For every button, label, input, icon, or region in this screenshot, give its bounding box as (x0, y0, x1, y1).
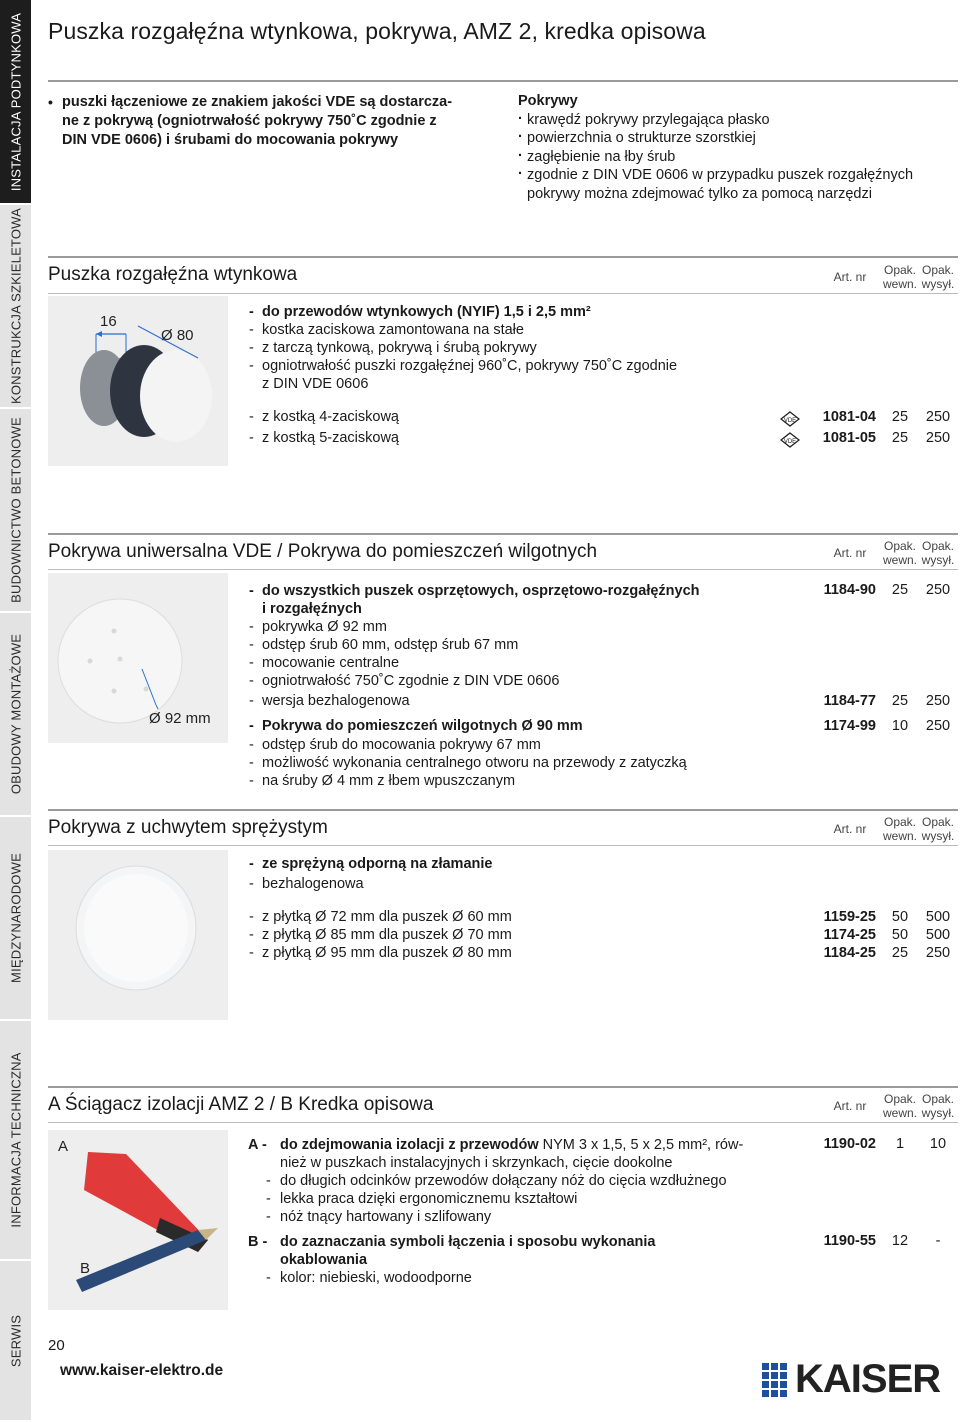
dash: - (249, 945, 254, 961)
tab-label: BUDOWNICTWO BETONOWE (8, 417, 23, 603)
art-number: 1159-25 (823, 909, 876, 925)
pack-shipping: 250 (925, 409, 951, 425)
dash: - (249, 409, 254, 425)
dash: - (249, 909, 254, 925)
description-line (248, 1208, 808, 1226)
tab-serwis[interactable] (0, 1261, 31, 1422)
col-header-line: Opak. (883, 539, 916, 553)
variant-text: wersja bezhalogenowa (262, 693, 410, 709)
junction-box-image (48, 296, 228, 466)
description-bold: do zdejmowania izolacji z przewodów (280, 1137, 539, 1153)
tab-label: KONSTRUKCJA SZKIELETOWA (8, 207, 23, 405)
col-opak-wewn-header (880, 815, 920, 843)
item-prefix: B - (248, 1234, 268, 1250)
section-divider (48, 533, 958, 535)
description-line: - możliwość wykonania centralnego otworu na przewody z zatyczką (248, 754, 808, 772)
dash: - (266, 1270, 271, 1286)
description-line: - na śruby Ø 4 mm z łbem wpuszczanym (248, 772, 808, 790)
logo-text: KAISER (795, 1357, 941, 1401)
tab-konstrukcja-szkieletowa[interactable] (0, 205, 31, 409)
description-line: - do przewodów wtynkowych (NYIF) 1,5 i 2,5 mm² (248, 303, 808, 321)
art-number: 1081-05 (822, 430, 876, 446)
col-header-line: Opak. (921, 263, 954, 277)
spring-cover-illustration (48, 850, 228, 1020)
variant-text: Pokrywa do pomieszczeń wilgotnych Ø 90 mm (262, 718, 583, 734)
pack-inner: 25 (891, 582, 909, 598)
col-header-line: Opak. (883, 815, 916, 829)
tools-image (48, 1130, 228, 1310)
col-art-header: Art. nr (833, 1099, 867, 1113)
product-description (248, 855, 808, 893)
covers-item: · zagłębienie na łby śrub (518, 148, 958, 167)
section-divider (48, 256, 958, 258)
spring-cover-image (48, 850, 228, 1020)
title-divider (48, 80, 958, 82)
tab-instalacja-podtynkowa[interactable] (0, 0, 31, 205)
description-line: - pokrywka Ø 92 mm (248, 618, 808, 636)
dimension-label: 16 (100, 313, 117, 330)
art-number: 1184-90 (823, 582, 876, 598)
section-divider (48, 1086, 958, 1088)
section-title: A Ściągacz izolacji AMZ 2 / B Kredka opisowa (48, 1094, 434, 1115)
tab-label: OBUDOWY MONTAŻOWE (8, 633, 23, 795)
description-line (248, 1190, 808, 1208)
variant-text: z kostką 4-zaciskową (262, 409, 399, 425)
col-header-line: Opak. (921, 815, 954, 829)
pack-shipping: 250 (925, 582, 951, 598)
description-line: - do wszystkich puszek osprzętowych, osprzętowo-rozgałęźnych (248, 582, 808, 600)
pack-inner: 25 (891, 409, 909, 425)
col-header-line: Opak. (883, 1092, 916, 1106)
variant-text: z płytką Ø 85 mm dla puszek Ø 70 mm (262, 927, 512, 943)
art-number: 1174-25 (823, 927, 876, 943)
image-label-a: A (58, 1138, 69, 1155)
website-link[interactable]: www.kaiser-elektro.de (60, 1362, 224, 1379)
pack-inner: 1 (895, 1136, 905, 1152)
description-line: - mocowanie centralne (248, 654, 808, 672)
dash: - (266, 1209, 271, 1225)
product-description (248, 303, 808, 393)
section-subdivider (48, 1122, 958, 1123)
dash: - (249, 718, 254, 734)
section-subdivider (48, 845, 958, 846)
description-line: - odstęp śrub do mocowania pokrywy 67 mm (248, 736, 808, 754)
dimension-label: Ø 92 mm (149, 710, 211, 727)
pack-shipping: 500 (925, 927, 951, 943)
pack-inner: 50 (891, 927, 909, 943)
col-header-line: Opak. (921, 539, 954, 553)
col-header-line: Opak. (921, 1092, 954, 1106)
description-line: - odstęp śrub 60 mm, odstęp śrub 67 mm (248, 636, 808, 654)
art-number: 1184-25 (823, 945, 876, 961)
product-description-b (248, 1233, 808, 1287)
col-art-header: Art. nr (833, 546, 867, 560)
covers-item: · krawędź pokrywy przylegająca płasko (518, 111, 958, 130)
page-number: 20 (48, 1337, 65, 1354)
description-line: i rozgałęźnych (262, 601, 362, 617)
description-line: - ogniotrwałość puszki rozgałęźnej 960˚C, pokrywy 750˚C zgodnie (248, 357, 808, 375)
pack-inner: 25 (891, 693, 909, 709)
covers-heading: Pokrywy (518, 93, 578, 109)
intro-line: DIN VDE 0606) i śrubami do mocowania pokrywy (62, 132, 399, 148)
col-opak-wewn-header (880, 1092, 920, 1120)
art-number: 1184-77 (823, 693, 876, 709)
intro-bullet (48, 93, 488, 150)
description-line (248, 1172, 808, 1190)
art-number: 1081-04 (822, 409, 876, 425)
pack-inner: 12 (891, 1233, 909, 1249)
col-header-line: wysył. (921, 277, 955, 291)
covers-item: · zgodnie z DIN VDE 0606 w przypadku puszek rozgałęźnych pokrywy można zdejmować tylko za pomocą narzędzi (518, 166, 958, 203)
stripper-and-pencil-illustration (48, 1130, 228, 1310)
bullet-dot: • (48, 94, 53, 110)
kaiser-logo (762, 1359, 942, 1401)
sidebar-tabs (0, 0, 31, 1422)
pack-shipping: - (935, 1233, 941, 1249)
svg-text:VDE: VDE (783, 439, 797, 445)
col-header-line: wewn. (882, 1106, 917, 1120)
col-header-line: wewn. (882, 553, 917, 567)
col-header-line: wewn. (882, 277, 917, 291)
pack-shipping: 250 (925, 945, 951, 961)
tab-miedzynarodowe[interactable] (0, 817, 31, 1021)
pack-shipping: 250 (925, 430, 951, 446)
tab-obudowy-montazowe[interactable] (0, 613, 31, 817)
page-title: Puszka rozgałęźna wtynkowa, pokrywa, AMZ 2, kredka opisowa (48, 18, 706, 44)
description-line: - bezhalogenowa (248, 875, 808, 893)
col-header-line: Opak. (883, 263, 916, 277)
description-line (248, 1136, 808, 1154)
section-subdivider (48, 569, 958, 570)
pack-inner: 50 (891, 909, 909, 925)
description-text: NYM 3 x 1,5, 5 x 2,5 mm², rów- (538, 1137, 744, 1153)
description-line: nież w puszkach instalacyjnych i skrzynkach, cięcie dookolne (280, 1155, 673, 1171)
page-content (48, 0, 960, 1422)
covers-info (518, 92, 958, 203)
pack-inner: 25 (891, 945, 909, 961)
product-description-a (248, 1136, 808, 1226)
col-header-line: wewn. (882, 829, 917, 843)
tab-label: INSTALACJA PODTYNKOWA (8, 12, 23, 191)
pack-inner: 10 (891, 718, 909, 734)
col-art-header: Art. nr (833, 270, 867, 284)
section-divider (48, 809, 958, 811)
tab-label: INFORMACJA TECHNICZNA (8, 1052, 23, 1228)
variant-text: z płytką Ø 95 mm dla puszek Ø 80 mm (262, 945, 512, 961)
col-opak-wysyl-header (918, 815, 958, 843)
description-line: z DIN VDE 0606 (262, 376, 369, 392)
art-number: 1190-55 (823, 1233, 876, 1249)
description-line: - z tarczą tynkową, pokrywą i śrubą pokrywy (248, 339, 808, 357)
intro-line: puszki łączeniowe ze znakiem jakości VDE są dostarcza- (62, 94, 453, 110)
pack-shipping: 10 (929, 1136, 947, 1152)
intro-line: ne z pokrywą (ogniotrwałość pokrywy 750˚C zgodnie z (62, 113, 437, 129)
col-opak-wysyl-header (918, 539, 958, 567)
product-description (248, 582, 808, 690)
dash: - (249, 430, 254, 446)
variant-text: z płytką Ø 72 mm dla puszek Ø 60 mm (262, 909, 512, 925)
pack-shipping: 500 (925, 909, 951, 925)
variant-text: z kostką 5-zaciskową (262, 430, 399, 446)
dash: - (249, 693, 254, 709)
description-line: - ogniotrwałość 750˚C zgodnie z DIN VDE 0606 (248, 672, 808, 690)
col-opak-wysyl-header (918, 263, 958, 291)
description-bold: do zaznaczania symboli łączenia i sposobu wykonania (280, 1234, 656, 1250)
section-title: Puszka rozgałęźna wtynkowa (48, 264, 298, 285)
art-number: 1190-02 (823, 1136, 876, 1152)
section-subdivider (48, 293, 958, 294)
tab-informacja-techniczna[interactable] (0, 1021, 31, 1261)
description-line: okablowania (280, 1252, 368, 1268)
description-line: - kostka zaciskowa zamontowana na stałe (248, 321, 808, 339)
pack-inner: 25 (891, 430, 909, 446)
tab-budownictwo-betonowe[interactable] (0, 409, 31, 613)
description-text: do długich odcinków przewodów dołączany nóż do cięcia wzdłużnego (280, 1173, 727, 1189)
product-description (248, 736, 808, 790)
pack-shipping: 250 (925, 718, 951, 734)
col-header-line: wysył. (921, 553, 955, 567)
pack-shipping: 250 (925, 693, 951, 709)
covers-item: · powierzchnia o strukturze szorstkiej (518, 129, 958, 148)
dash: - (266, 1173, 271, 1189)
item-prefix: A - (248, 1137, 267, 1153)
col-header-line: wysył. (921, 829, 955, 843)
tab-label: SERWIS (8, 1314, 23, 1367)
dimension-label: Ø 80 (161, 327, 194, 344)
section-title: Pokrywa uniwersalna VDE / Pokrywa do pomieszczeń wilgotnych (48, 541, 598, 562)
image-label-b: B (80, 1260, 91, 1277)
col-art-header: Art. nr (833, 822, 867, 836)
col-opak-wysyl-header (918, 1092, 958, 1120)
description-line (248, 1269, 808, 1287)
dash: - (249, 927, 254, 943)
dash: - (266, 1191, 271, 1207)
col-opak-wewn-header (880, 539, 920, 567)
art-number: 1174-99 (823, 718, 876, 734)
description-text: kolor: niebieski, wodoodporne (280, 1270, 472, 1286)
description-line (248, 1233, 808, 1251)
col-opak-wewn-header (880, 263, 920, 291)
col-header-line: wysył. (921, 1106, 955, 1120)
junction-box-illustration (48, 296, 228, 466)
svg-text:VDE: VDE (783, 418, 797, 424)
description-line: - ze sprężyną odporną na złamanie (248, 855, 808, 873)
section-title: Pokrywa z uchwytem sprężystym (48, 817, 328, 838)
description-text: nóż tnący hartowany i szlifowany (280, 1209, 492, 1225)
description-text: lekka praca dzięki ergonomicznemu kształtowi (280, 1191, 578, 1207)
tab-label: MIĘDZYNARODOWE (8, 853, 23, 983)
